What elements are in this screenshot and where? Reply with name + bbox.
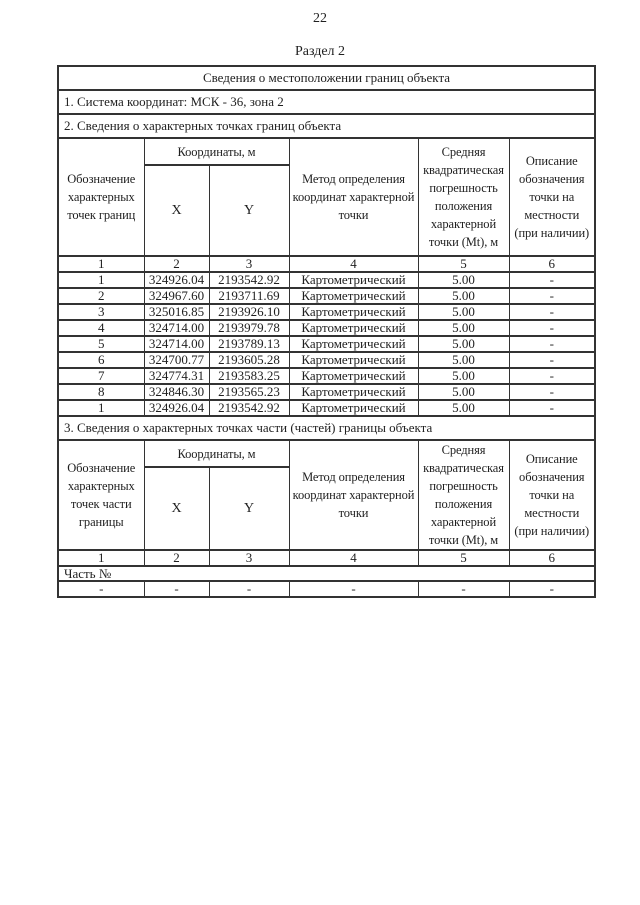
description-cell: - <box>509 352 595 368</box>
table-row <box>58 272 595 288</box>
description-cell: - <box>509 288 595 304</box>
column-number: 2 <box>144 256 209 272</box>
x-coordinate-cell: 324967.60 <box>144 288 209 304</box>
header-method: Метод определения координат характерной точки <box>289 440 418 550</box>
column-number: 4 <box>289 550 418 566</box>
column-number: 5 <box>418 550 509 566</box>
point-number-cell: 4 <box>58 320 144 336</box>
x-coordinate-cell: 324846.30 <box>144 384 209 400</box>
header-x: X <box>144 165 209 256</box>
x-coordinate-cell: - <box>144 581 209 597</box>
point-number-cell: 1 <box>58 272 144 288</box>
table-row <box>58 304 595 320</box>
description-cell: - <box>509 304 595 320</box>
mt-error-cell: 5.00 <box>418 368 509 384</box>
x-coordinate-cell: 324714.00 <box>144 336 209 352</box>
column-number-row <box>58 256 595 272</box>
table-row <box>58 368 595 384</box>
y-coordinate-cell: - <box>209 581 289 597</box>
table-row <box>58 384 595 400</box>
table-header-row <box>58 440 595 467</box>
method-cell: Картометрический <box>289 384 418 400</box>
mt-error-cell: 5.00 <box>418 304 509 320</box>
column-number-row <box>58 550 595 566</box>
point-number-cell: 6 <box>58 352 144 368</box>
point-number-cell: 3 <box>58 304 144 320</box>
description-cell: - <box>509 581 595 597</box>
y-coordinate-cell: 2193542.92 <box>209 272 289 288</box>
boundaries-table <box>57 65 596 598</box>
mt-error-cell: 5.00 <box>418 272 509 288</box>
mt-error-cell: 5.00 <box>418 400 509 416</box>
mt-error-cell: 5.00 <box>418 320 509 336</box>
method-cell: Картометрический <box>289 400 418 416</box>
header-error: Средняя квадратическая погрешность положения характерной точки (Mt), м <box>418 138 509 256</box>
column-number: 6 <box>509 550 595 566</box>
x-coordinate-cell: 324700.77 <box>144 352 209 368</box>
point-number-cell: 1 <box>58 400 144 416</box>
mt-error-cell: 5.00 <box>418 352 509 368</box>
x-coordinate-cell: 324926.04 <box>144 272 209 288</box>
description-cell: - <box>509 272 595 288</box>
header-description: Описание обозначения точки на местности (при наличии) <box>509 440 595 550</box>
method-cell: Картометрический <box>289 320 418 336</box>
method-cell: Картометрический <box>289 288 418 304</box>
header-coordinates-group: Координаты, м <box>144 138 289 165</box>
mt-error-cell: - <box>418 581 509 597</box>
method-cell: Картометрический <box>289 336 418 352</box>
mt-error-cell: 5.00 <box>418 384 509 400</box>
column-number: 3 <box>209 256 289 272</box>
description-cell: - <box>509 384 595 400</box>
table-header-row <box>58 138 595 165</box>
section3-title: 3. Сведения о характерных точках части (частей) границы объекта <box>58 416 595 440</box>
column-number: 4 <box>289 256 418 272</box>
column-number: 1 <box>58 550 144 566</box>
section2-title: 2. Сведения о характерных точках границ объекта <box>58 114 595 138</box>
table-row <box>58 400 595 416</box>
y-coordinate-cell: 2193789.13 <box>209 336 289 352</box>
column-number: 3 <box>209 550 289 566</box>
header-description: Описание обозначения точки на местности (при наличии) <box>509 138 595 256</box>
method-cell: - <box>289 581 418 597</box>
mt-error-cell: 5.00 <box>418 288 509 304</box>
part-number-row <box>58 566 595 581</box>
y-coordinate-cell: 2193542.92 <box>209 400 289 416</box>
mt-error-cell: 5.00 <box>418 336 509 352</box>
table-row <box>58 320 595 336</box>
header-point-designation: Обозначение характерных точек границ <box>58 138 144 256</box>
description-cell: - <box>509 368 595 384</box>
x-coordinate-cell: 324714.00 <box>144 320 209 336</box>
y-coordinate-cell: 2193605.28 <box>209 352 289 368</box>
column-number: 1 <box>58 256 144 272</box>
section-heading: Раздел 2 <box>294 44 346 59</box>
column-number: 6 <box>509 256 595 272</box>
x-coordinate-cell: 324926.04 <box>144 400 209 416</box>
header-coordinates-group: Координаты, м <box>144 440 289 467</box>
table-row <box>58 336 595 352</box>
header-method: Метод определения координат характерной точки <box>289 138 418 256</box>
coordinate-system-row: 1. Система координат: МСК - 36, зона 2 <box>58 90 595 114</box>
table-row <box>58 90 595 114</box>
header-error: Средняя квадратическая погрешность положения характерной точки (Mt), м <box>418 440 509 550</box>
point-number-cell: - <box>58 581 144 597</box>
point-number-cell: 8 <box>58 384 144 400</box>
table-row <box>58 114 595 138</box>
point-number-cell: 7 <box>58 368 144 384</box>
header-x: X <box>144 467 209 550</box>
column-number: 5 <box>418 256 509 272</box>
y-coordinate-cell: 2193711.69 <box>209 288 289 304</box>
y-coordinate-cell: 2193565.23 <box>209 384 289 400</box>
method-cell: Картометрический <box>289 304 418 320</box>
y-coordinate-cell: 2193979.78 <box>209 320 289 336</box>
section2-data-rows <box>58 272 595 416</box>
x-coordinate-cell: 324774.31 <box>144 368 209 384</box>
method-cell: Картометрический <box>289 272 418 288</box>
part-number-label: Часть № <box>58 566 595 581</box>
table-row <box>58 288 595 304</box>
header-point-designation-part: Обозначение характерных точек части границы <box>58 440 144 550</box>
point-number-cell: 2 <box>58 288 144 304</box>
x-coordinate-cell: 325016.85 <box>144 304 209 320</box>
table-row <box>58 581 595 597</box>
y-coordinate-cell: 2193583.25 <box>209 368 289 384</box>
table-row <box>58 352 595 368</box>
point-number-cell: 5 <box>58 336 144 352</box>
section3-data-rows <box>58 581 595 597</box>
column-number: 2 <box>144 550 209 566</box>
page-number: 22 <box>313 11 327 26</box>
table-row <box>58 66 595 90</box>
table-title: Сведения о местоположении границ объекта <box>58 66 595 90</box>
header-y: Y <box>209 467 289 550</box>
method-cell: Картометрический <box>289 352 418 368</box>
description-cell: - <box>509 336 595 352</box>
description-cell: - <box>509 400 595 416</box>
table-row <box>58 416 595 440</box>
description-cell: - <box>509 320 595 336</box>
method-cell: Картометрический <box>289 368 418 384</box>
y-coordinate-cell: 2193926.10 <box>209 304 289 320</box>
header-y: Y <box>209 165 289 256</box>
